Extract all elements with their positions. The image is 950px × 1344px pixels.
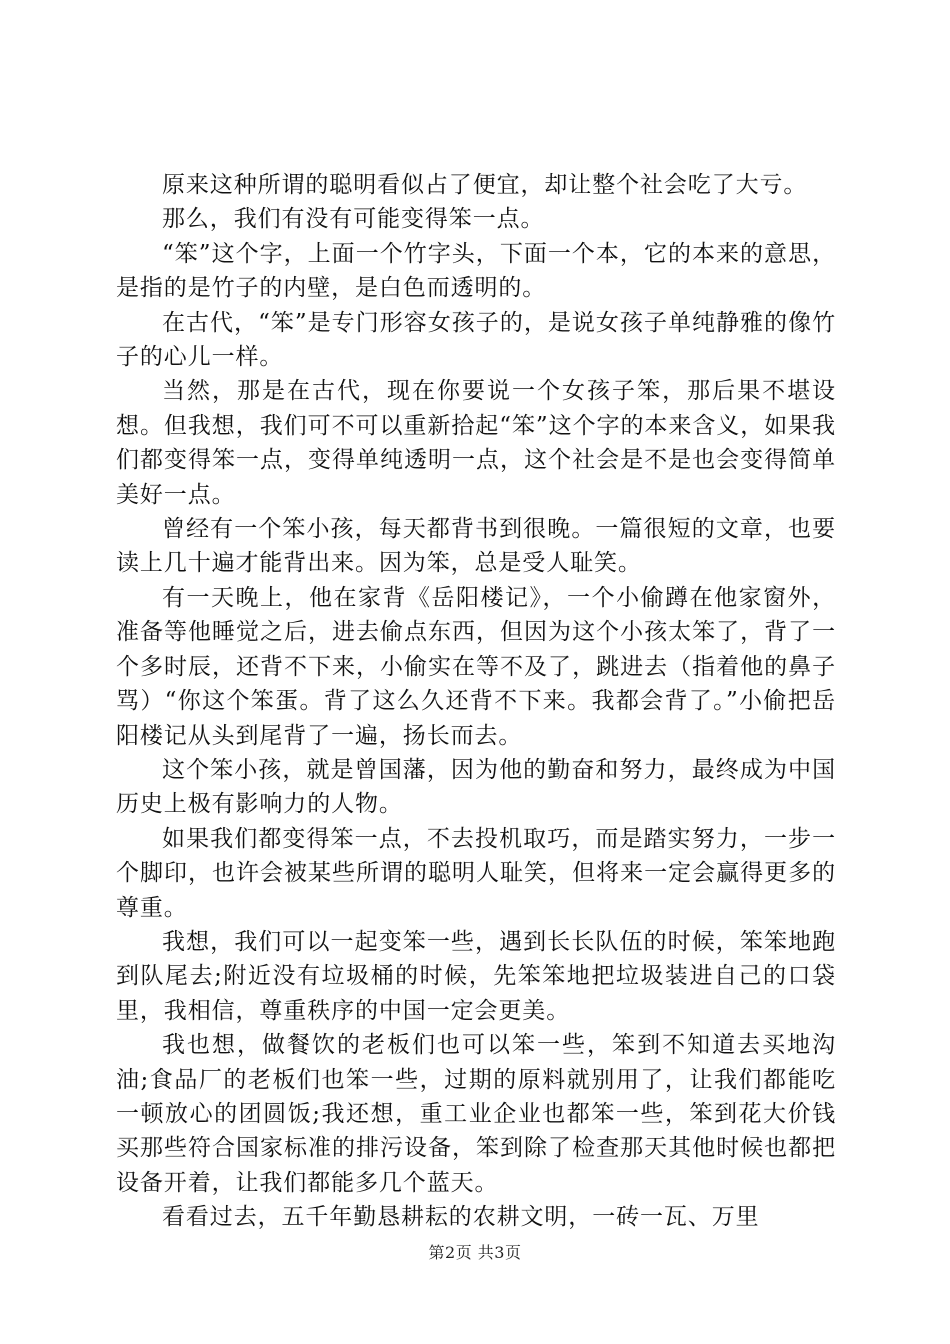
paragraph: 曾经有一个笨小孩，每天都背书到很晚。一篇很短的文章，也要读上几十遍才能背出来。因为笨，总是受人耻笑。 bbox=[116, 516, 836, 577]
article-body bbox=[116, 168, 836, 1235]
paragraph: 当然，那是在古代，现在你要说一个女孩子笨，那后果不堪设想。但我想，我们可不可以重新拾起“笨”这个字的本来含义，如果我们都变得笨一点，变得单纯透明一点，这个社会是不是也会变得简单美好一点。 bbox=[116, 378, 836, 508]
paragraph: “笨”这个字，上面一个竹字头，下面一个本，它的本来的意思，是指的是竹子的内壁，是白色而透明的。 bbox=[116, 240, 836, 302]
paragraph: 这个笨小孩，就是曾国藩，因为他的勤奋和努力，最终成为中国历史上极有影响力的人物。 bbox=[116, 756, 836, 818]
paragraph: 如果我们都变得笨一点，不去投机取巧，而是踏实努力，一步一个脚印，也许会被某些所谓的聪明人耻笑，但将来一定会赢得更多的尊重。 bbox=[116, 825, 836, 921]
paragraph: 有一天晚上，他在家背《岳阳楼记》，一个小偷蹲在他家窗外，准备等他睡觉之后，进去偷点东西，但因为这个小孩太笨了，背了一个多时辰，还背不下来，小偷实在等不及了，跳进去（指着他的鼻子骂）“你这个笨蛋。背了这么久还背不下来。我都会背了。”小偷把岳阳楼记从头到尾背了一遍，扬长而去。 bbox=[116, 584, 836, 749]
paragraph: 在古代，“笨”是专门形容女孩子的，是说女孩子单纯静雅的像竹子的心儿一样。 bbox=[116, 309, 836, 371]
page-number-footer: 第2页 共3页 bbox=[428, 1243, 522, 1262]
paragraph: 我也想，做餐饮的老板们也可以笨一些，笨到不知道去买地沟油;食品厂的老板们也笨一些，过期的原料就别用了，让我们都能吃一顿放心的团圆饭;我还想，重工业企业也都笨一些，笨到花大价钱买那些符合国家标准的排污设备，笨到除了检查那天其他时候也都把设备开着，让我们都能多几个蓝天。 bbox=[116, 1032, 836, 1196]
paragraph: 原来这种所谓的聪明看似占了便宜，却让整个社会吃了大亏。 bbox=[162, 172, 808, 198]
paragraph: 看看过去，五千年勤恳耕耘的农耕文明，一砖一瓦、万里 bbox=[162, 1204, 760, 1231]
paragraph: 那么，我们有没有可能变得笨一点。 bbox=[162, 206, 545, 233]
paragraph: 我想，我们可以一起变笨一些，遇到长长队伍的时候，笨笨地跑到队尾去;附近没有垃圾桶的时候，先笨笨地把垃圾装进自己的口袋里，我相信，尊重秩序的中国一定会更美。 bbox=[116, 928, 836, 1024]
